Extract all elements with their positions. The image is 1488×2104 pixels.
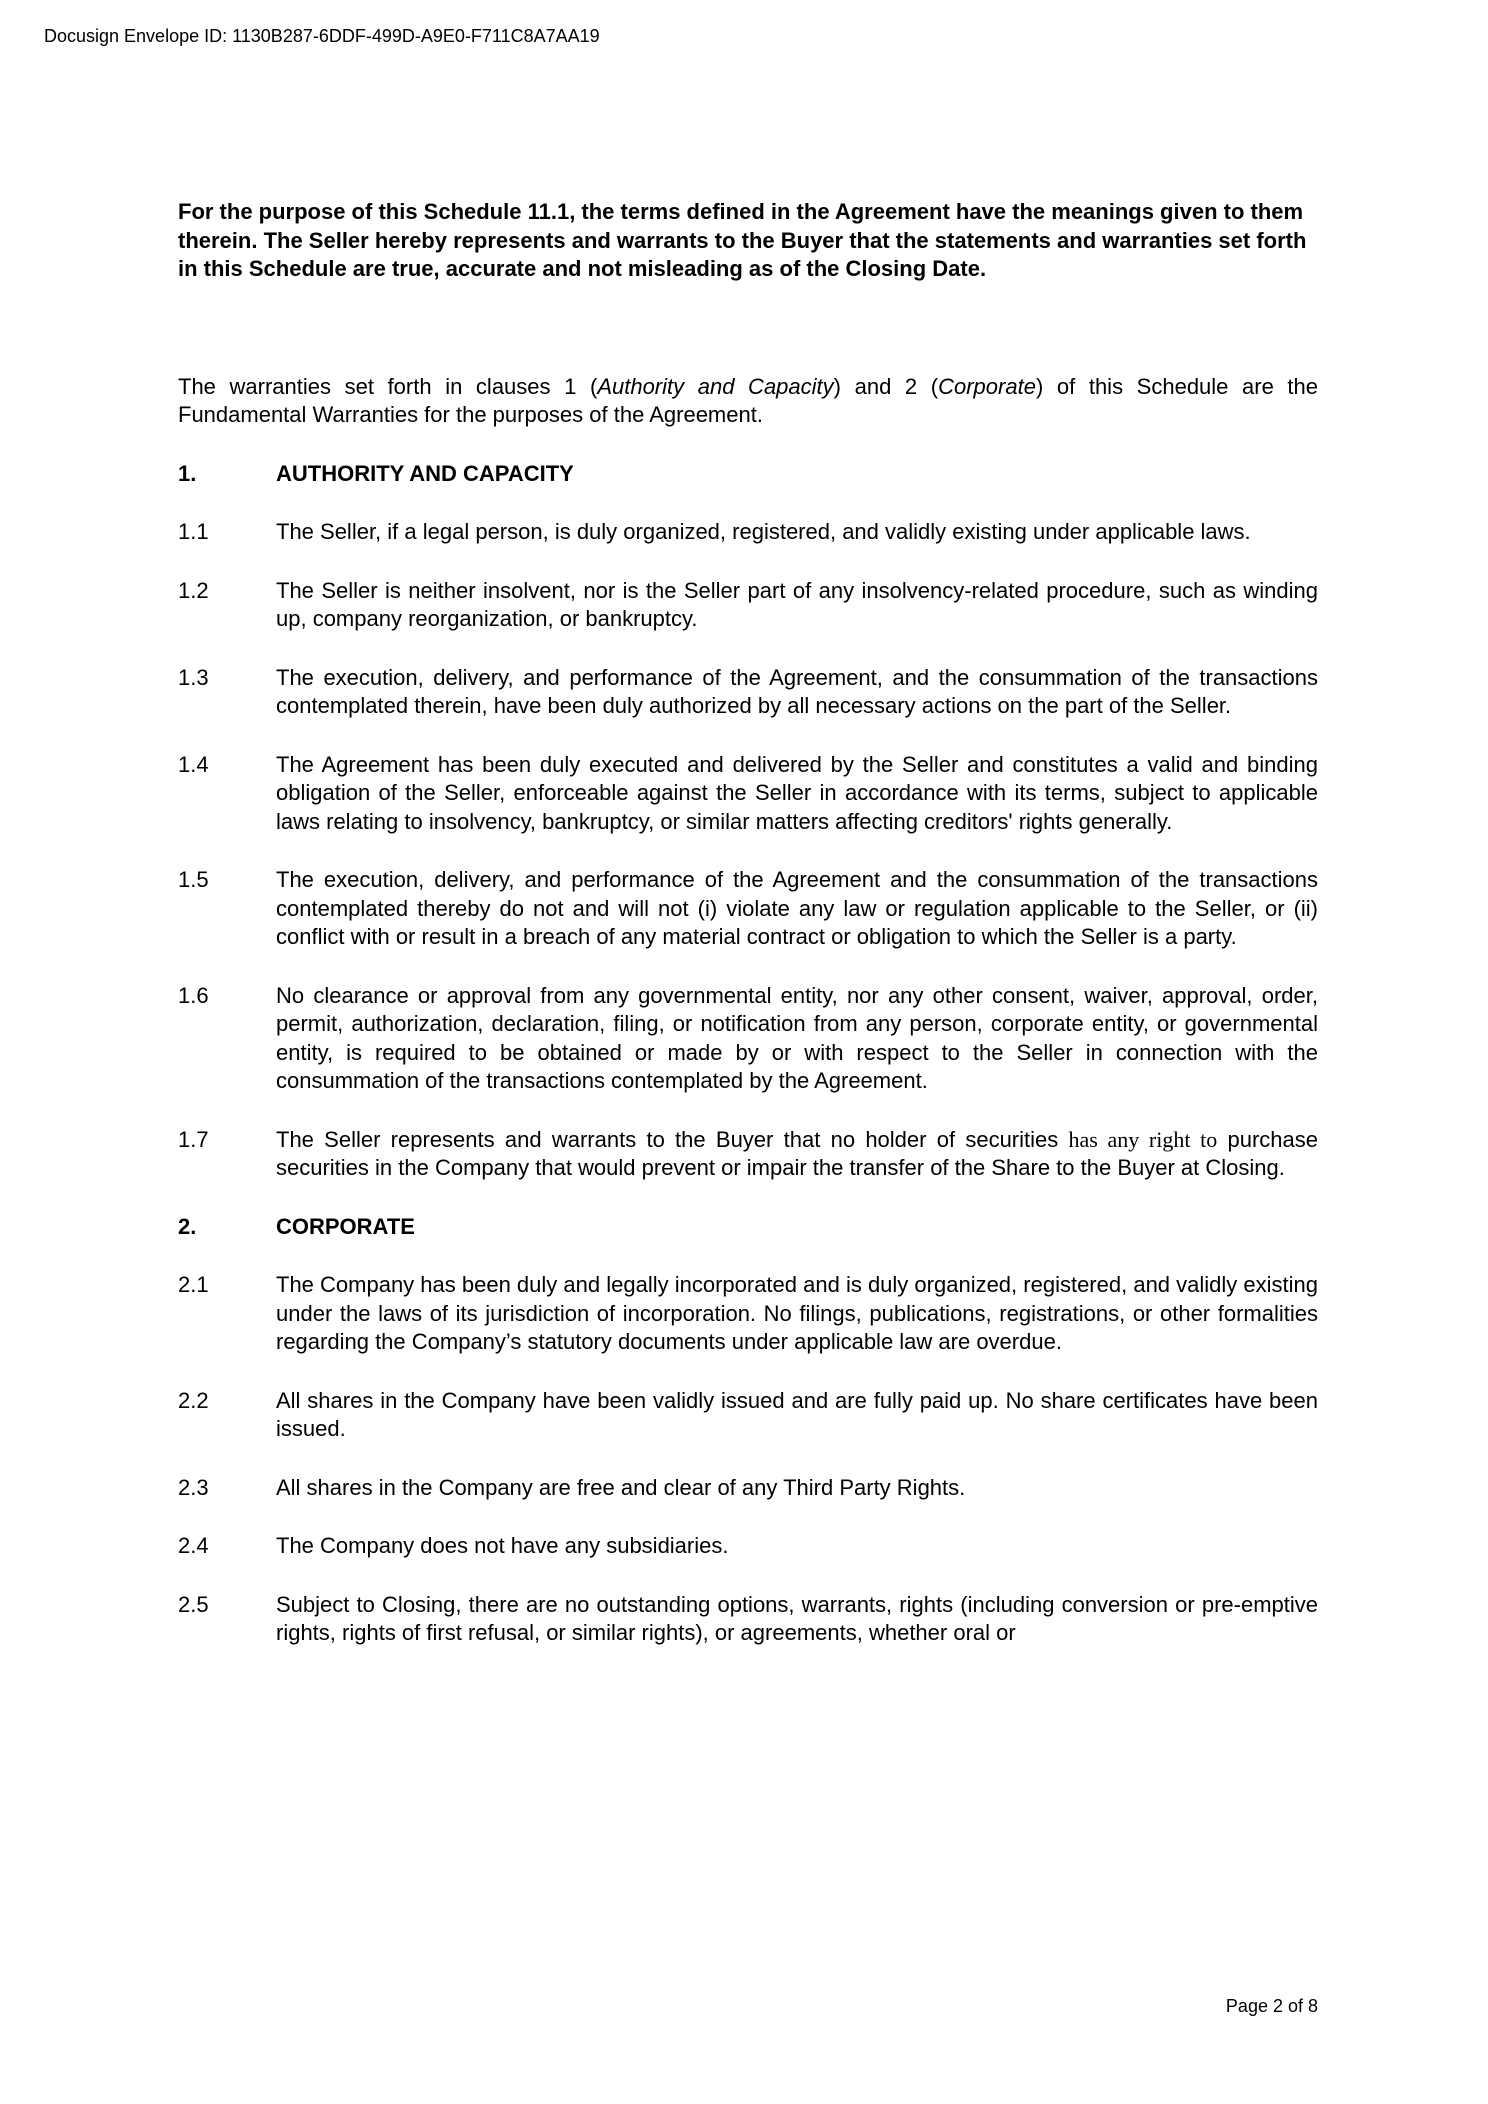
clause-text: Subject to Closing, there are no outstanding options, warrants, rights (including conversion or pre-emptive rights, rights of first refusal, or similar rights), or agreements, whether oral or — [276, 1591, 1318, 1645]
clause-text: The execution, delivery, and performance of the Agreement and the consummation of the transactions contemplated thereby do not and will not (i) violate any law or regulation applicable to the Seller, or (ii) conflict with or result in a breach of any material contract or obligation to which the Seller is a party. — [276, 867, 1318, 949]
fundamental-italic-2: Corporate — [938, 373, 1036, 399]
clause-1-4 — [178, 751, 1318, 837]
clause-2-2 — [178, 1387, 1318, 1444]
fundamental-text-2: ) and 2 ( — [833, 373, 939, 399]
clause-number: 1.1 — [178, 519, 209, 544]
clause-1-5 — [178, 866, 1318, 952]
clause-number: 1.5 — [178, 867, 209, 892]
clause-number: 1.2 — [178, 577, 209, 603]
clause-1-7 — [178, 1126, 1318, 1183]
clause-2-5 — [178, 1591, 1318, 1648]
clause-number: 2.5 — [178, 1591, 209, 1617]
clause-text — [276, 1126, 1318, 1183]
clause-2-4 — [178, 1532, 1318, 1561]
clause-1-7-text-1: The Seller represents and warrants to the Buyer that no holder of securities — [276, 1126, 1069, 1152]
document-body — [178, 198, 1318, 1648]
clause-text: The Seller is neither insolvent, nor is the Seller part of any insolvency-related procedure, such as winding up, company reorganization, or bankruptcy. — [276, 577, 1318, 631]
clause-number: 2.4 — [178, 1533, 209, 1558]
section-number: 1. — [178, 460, 197, 486]
fundamental-text-1: The warranties set forth in clauses 1 ( — [178, 373, 598, 399]
section-title: CORPORATE — [276, 1213, 415, 1239]
section-title: AUTHORITY AND CAPACITY — [276, 460, 574, 486]
section-2-heading — [178, 1213, 1318, 1242]
clause-1-2 — [178, 577, 1318, 634]
clause-2-1 — [178, 1271, 1318, 1357]
clause-1-3 — [178, 664, 1318, 721]
fundamental-italic-1: Authority and Capacity — [597, 373, 834, 399]
clause-1-7-text-2: purchase securities in the Company that would prevent or impair the transfer of the Share to the Buyer at Closing. — [276, 1126, 1318, 1180]
clause-number: 1.4 — [178, 751, 209, 777]
section-number: 2. — [178, 1213, 197, 1239]
clause-number: 1.3 — [178, 664, 209, 690]
clause-text: The Company does not have any subsidiaries. — [276, 1533, 729, 1558]
clause-text: The Agreement has been duly executed and delivered by the Seller and constitutes a valid and binding obligation of the Seller, enforceable against the Seller in accordance with its terms, subject to applicable laws relating to insolvency, bankruptcy, or similar matters affecting creditors' rights generally. — [276, 751, 1318, 834]
clause-number: 1.7 — [178, 1126, 209, 1152]
intro-paragraph: For the purpose of this Schedule 11.1, the terms defined in the Agreement have the meanings given to them therein. The Seller hereby represents and warrants to the Buyer that the statements and warranties set forth in this Schedule are true, accurate and not misleading as of the Closing Date. — [178, 199, 1307, 281]
clause-text: All shares in the Company are free and clear of any Third Party Rights. — [276, 1474, 966, 1500]
envelope-id: Docusign Envelope ID: 1130B287-6DDF-499D-A9E0-F711C8A7AA19 — [44, 26, 600, 46]
clause-text: All shares in the Company have been validly issued and are fully paid up. No share certificates have been issued. — [276, 1387, 1318, 1441]
page-number: Page 2 of 8 — [1225, 1996, 1318, 2016]
clause-number: 2.2 — [178, 1387, 209, 1413]
section-1-heading — [178, 460, 1318, 489]
fundamental-text-3: ) of this Schedule are the Fundamental Warranties for the purposes of the Agreement. — [178, 373, 1319, 427]
clause-2-3 — [178, 1474, 1318, 1503]
clause-1-7-serif-text: has any right to — [1068, 1126, 1218, 1152]
clause-1-6 — [178, 982, 1318, 1096]
clause-number: 1.6 — [178, 982, 209, 1008]
clause-text: No clearance or approval from any governmental entity, nor any other consent, waiver, approval, order, permit, authorization, declaration, filing, or notification from any person, corporate entity, or governmental entity, is required to be obtained or made by or with respect to the Seller in connection with the consummation of the transactions contemplated by the Agreement. — [276, 982, 1318, 1093]
clause-text: The Seller, if a legal person, is duly organized, registered, and validly existing under applicable laws. — [276, 519, 1251, 544]
clause-number: 2.3 — [178, 1474, 209, 1500]
fundamental-warranties-paragraph — [178, 373, 1318, 430]
clause-number: 2.1 — [178, 1272, 209, 1297]
clause-text: The execution, delivery, and performance of the Agreement, and the consummation of the transactions contemplated therein, have been duly authorized by all necessary actions on the part of the Seller. — [276, 664, 1318, 718]
clause-1-1 — [178, 518, 1318, 547]
clause-text: The Company has been duly and legally incorporated and is duly organized, registered, and validly existing under the laws of its jurisdiction of incorporation. No filings, publications, registrations, or other formalities regarding the Company’s statutory documents under applicable law are overdue. — [276, 1272, 1318, 1354]
